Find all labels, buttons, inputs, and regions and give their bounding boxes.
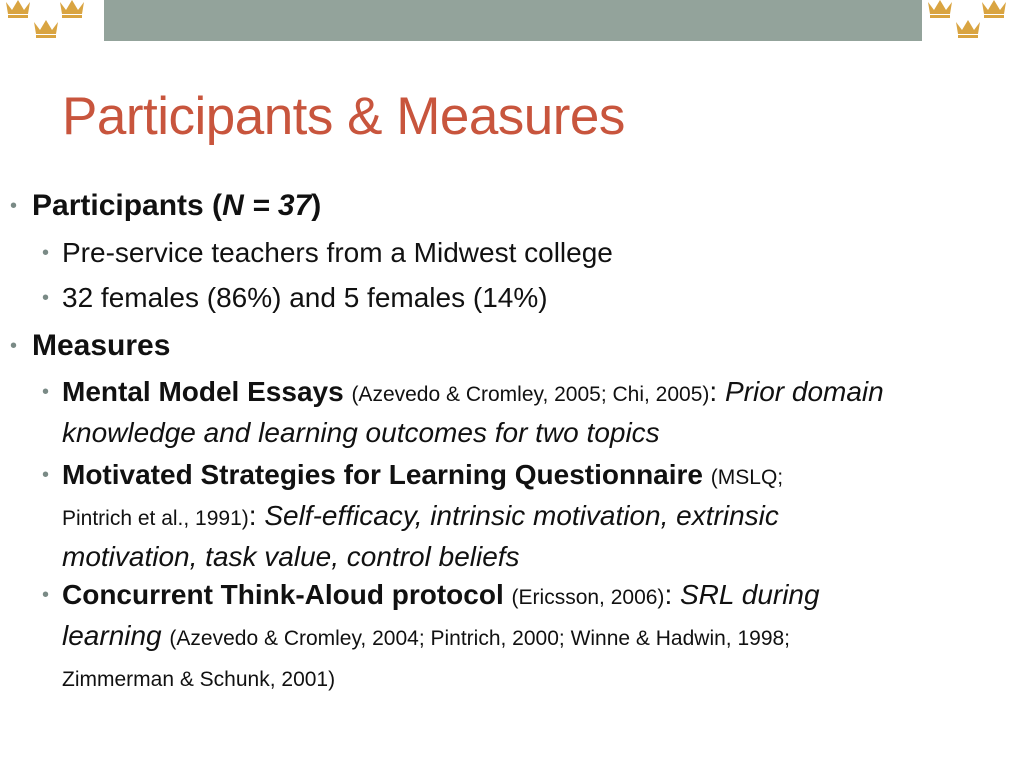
slide-title: Participants & Measures [62,87,625,146]
crown-icon [982,0,1006,18]
crown-logo-left [0,0,104,41]
participants-item [42,234,962,272]
crown-icon [956,20,980,38]
bullet-dot-icon: • [42,381,50,403]
measure-cite: Pintrich et al., 1991) [62,507,249,530]
bullet-dot-icon: • [42,584,50,606]
participants-item [42,279,962,317]
measure-cite: (MSLQ; [710,466,784,489]
bullet-dot-icon: • [10,195,18,217]
measure-sep: : [664,579,673,610]
measure-sep: : [709,376,718,407]
crown-logo-right [922,0,1024,41]
measure-item [42,373,962,452]
bullet-measures [10,329,171,362]
measure-sep: : [248,500,257,531]
bullet-dot-icon: • [42,287,50,309]
measure-cite: Zimmerman & Schunk, 2001) [62,668,336,691]
participants-item-text: Pre-service teachers from a Midwest college [62,237,613,268]
measure-item [42,456,962,576]
measure-name: Concurrent Think-Aloud protocol [62,579,504,610]
participants-n: N = 37 [222,189,312,222]
measure-cite: (Azevedo & Cromley, 2005; Chi, 2005) [351,383,710,406]
header-band [104,0,922,41]
measure-desc: SRL during [680,579,820,610]
measure-name: Motivated Strategies for Learning Questionnaire [62,459,704,490]
participants-label-prefix: Participants ( [32,189,223,222]
crown-icon [34,20,58,38]
bullet-dot-icon: • [42,464,50,486]
measure-desc: Self-efficacy, intrinsic motivation, extrinsic [264,500,779,531]
participants-label-suffix: ) [311,189,322,222]
participants-item-text: 32 females (86%) and 5 females (14%) [62,282,548,313]
crown-icon [928,0,952,18]
measure-item [42,576,962,699]
bullet-dot-icon: • [42,242,50,264]
measure-desc: Prior domain knowledge and learning outcomes for two topics [62,376,884,448]
measure-cite: (Azevedo & Cromley, 2004; Pintrich, 2000; Winne & Hadwin, 1998; [169,627,791,650]
bullet-participants [10,189,322,222]
measure-desc: motivation, task value, control beliefs [62,541,520,572]
bullet-dot-icon: • [10,335,18,357]
measure-desc: learning [62,620,162,651]
measures-label: Measures [32,329,171,362]
crowns-icon [922,0,1024,41]
measure-cite: (Ericsson, 2006) [511,586,665,609]
crown-icon [6,0,30,18]
crown-icon [60,0,84,18]
crowns-icon [0,0,104,41]
measure-name: Mental Model Essays [62,376,344,407]
